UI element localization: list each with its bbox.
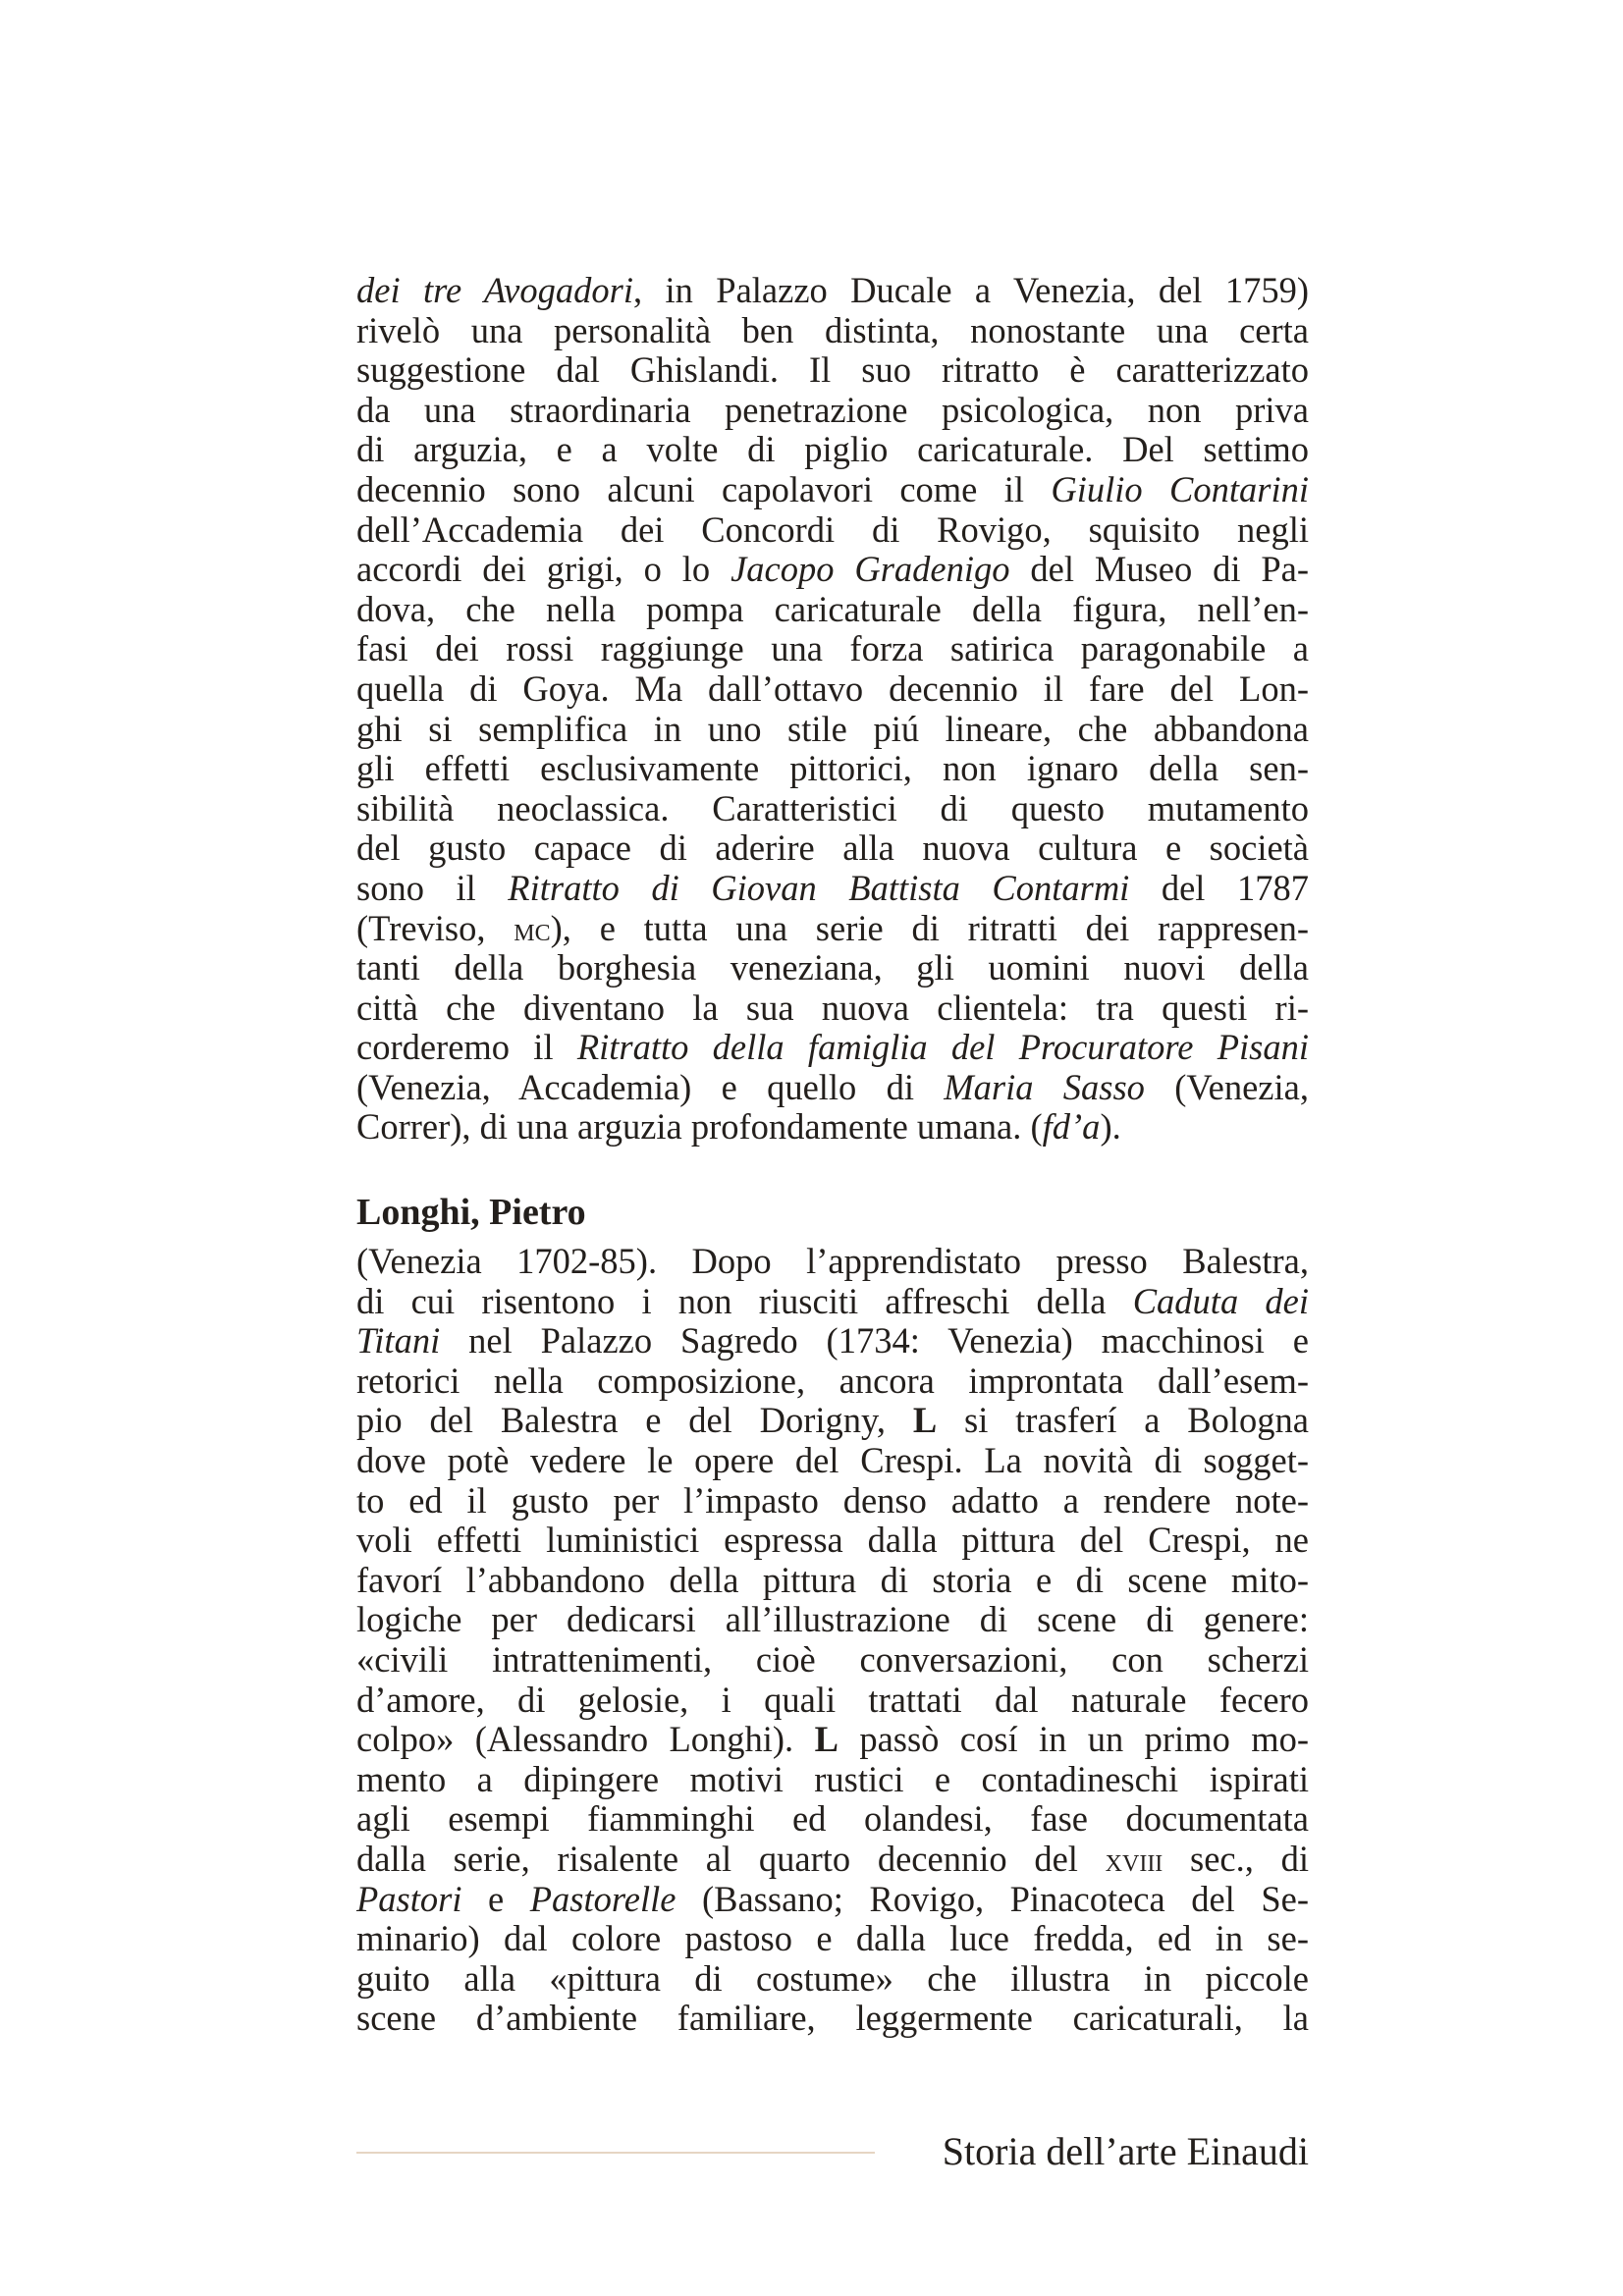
text-line: sibilità neoclassica. Caratteristici di questo mutamento [356,787,1309,828]
paragraph-previous-entry [356,271,1309,1148]
text-line: corderemo il Ritratto della famiglia del Procuratore Pisani [356,1027,1309,1068]
text-line: d’amore, di gelosie, i quali trattati dal naturale fecero [356,1679,1309,1720]
page-body [356,271,1309,2039]
text-line: da una straordinaria penetrazione psicologica, non priva [356,389,1309,430]
author-initials: fd’a [1042,1106,1101,1148]
text-line: Correr), di una arguzia profondamente umana. (fd’a). [356,1106,1121,1148]
text-line: (Treviso, mc), e tutta una serie di ritratti dei rappresen- [356,907,1310,948]
text-line: guito alla «pittura di costume» che illustra in piccole [356,1957,1309,1999]
italic-title: Ritratto di Giovan Battista Contarmi [508,867,1130,908]
text-line: (Venezia, Accademia) e quello di Maria Sasso (Venezia, [356,1066,1309,1107]
text-line: dove potè vedere le opere del Crespi. La novità di sogget- [356,1440,1309,1481]
text-line: to ed il gusto per l’impasto denso adatto a rendere note- [356,1479,1309,1521]
text-line: logiche per dedicarsi all’illustrazione di scene di genere: [356,1599,1309,1640]
text-line: città che diventano la sua nuova clientela: tra questi ri- [356,987,1309,1028]
italic-title: Jacopo Gradenigo [730,549,1010,590]
italic-title: Pastorelle [529,1878,676,1919]
text-line: tanti della borghesia veneziana, gli uomini nuovi della [356,947,1309,988]
text-line: minario) dal colore pastoso e dalla luce fredda, ed in se- [356,1918,1309,1959]
text-line: di cui risentono i non riusciti affreschi della Caduta dei [356,1280,1309,1321]
text-line: dalla serie, risalente al quarto decennio del xviii sec., di [356,1838,1310,1879]
footer-title: Storia dell’arte Einaudi [942,2129,1309,2173]
text-line: ghi si semplifica in uno stile piú lineare, che abbandona [356,708,1309,749]
footer-rule [356,2152,875,2154]
century-numeral: xviii [1105,1841,1163,1879]
text-line: gli effetti esclusivamente pittorici, non ignaro della sen- [356,748,1309,789]
paragraph-entry-body [356,1242,1309,2039]
text-line: di arguzia, e a volte di piglio caricaturale. Del settimo [356,429,1309,470]
text-line: rivelò una personalità ben distinta, nonostante una certa [356,309,1309,350]
italic-title: Ritratto della famiglia del Procuratore Pisani [576,1027,1309,1068]
text-line: scene d’ambiente familiare, leggermente caricaturali, la [356,1998,1309,2039]
italic-title: Caduta dei [1132,1280,1309,1321]
italic-title: dei tre Avogadori [356,270,633,310]
text-line: quella di Goya. Ma dall’ottavo decennio il fare del Lon- [356,667,1309,709]
text-line: Pastori e Pastorelle (Bassano; Rovigo, Pinacoteca del Se- [356,1878,1309,1919]
text-line: dell’Accademia dei Concordi di Rovigo, squisito negli [356,508,1309,550]
text-line: del gusto capace di aderire alla nuova cultura e società [356,828,1309,869]
italic-title: Titani [356,1320,441,1362]
text-line: fasi dei rossi raggiunge una forza satirica paragonabile a [356,628,1309,669]
italic-title: Giulio Contarini [1051,468,1309,509]
text-line: «civili intrattenimenti, cioè conversazioni, con scherzi [356,1639,1309,1680]
italic-title: Maria Sasso [944,1066,1145,1107]
text-line: colpo» (Alessandro Longhi). L passò cosí in un primo mo- [356,1719,1309,1760]
italic-title: Pastori [356,1878,462,1919]
text-line: decennio sono alcuni capolavori come il Giulio Contarini [356,468,1309,509]
text-line: pio del Balestra e del Dorigny, L si trasferí a Bologna [356,1400,1309,1441]
entry-heading: Longhi, Pietro [356,1192,586,1234]
text-line: voli effetti luministici espressa dalla pittura del Crespi, ne [356,1520,1309,1561]
text-line: dova, che nella pompa caricaturale della figura, nell’en- [356,588,1309,629]
text-line: (Venezia 1702-85). Dopo l’apprendistato presso Balestra, [356,1241,1309,1282]
text-line: agli esempi fiamminghi ed olandesi, fase documentata [356,1798,1309,1840]
text-line: favorí l’abbandono della pittura di storia e di scene mito- [356,1559,1309,1600]
text-line: sono il Ritratto di Giovan Battista Contarmi del 1787 [356,867,1309,908]
text-line: retorici nella composizione, ancora improntata dall’esem- [356,1360,1309,1401]
text-line: accordi dei grigi, o lo Jacopo Gradenigo del Museo di Pa- [356,549,1309,590]
subject-abbreviation: L [814,1719,839,1760]
text-line: Titani nel Palazzo Sagredo (1734: Venezia) macchinosi e [356,1320,1309,1362]
text-line: mento a dipingere motivi rustici e contadineschi ispirati [356,1758,1309,1799]
subject-abbreviation: L [912,1400,938,1441]
museum-abbreviation: mc [514,910,551,948]
text-line: dei tre Avogadori, in Palazzo Ducale a Venezia, del 1759) [356,270,1309,310]
text-line: suggestione dal Ghislandi. Il suo ritratto è caratterizzato [356,349,1309,391]
